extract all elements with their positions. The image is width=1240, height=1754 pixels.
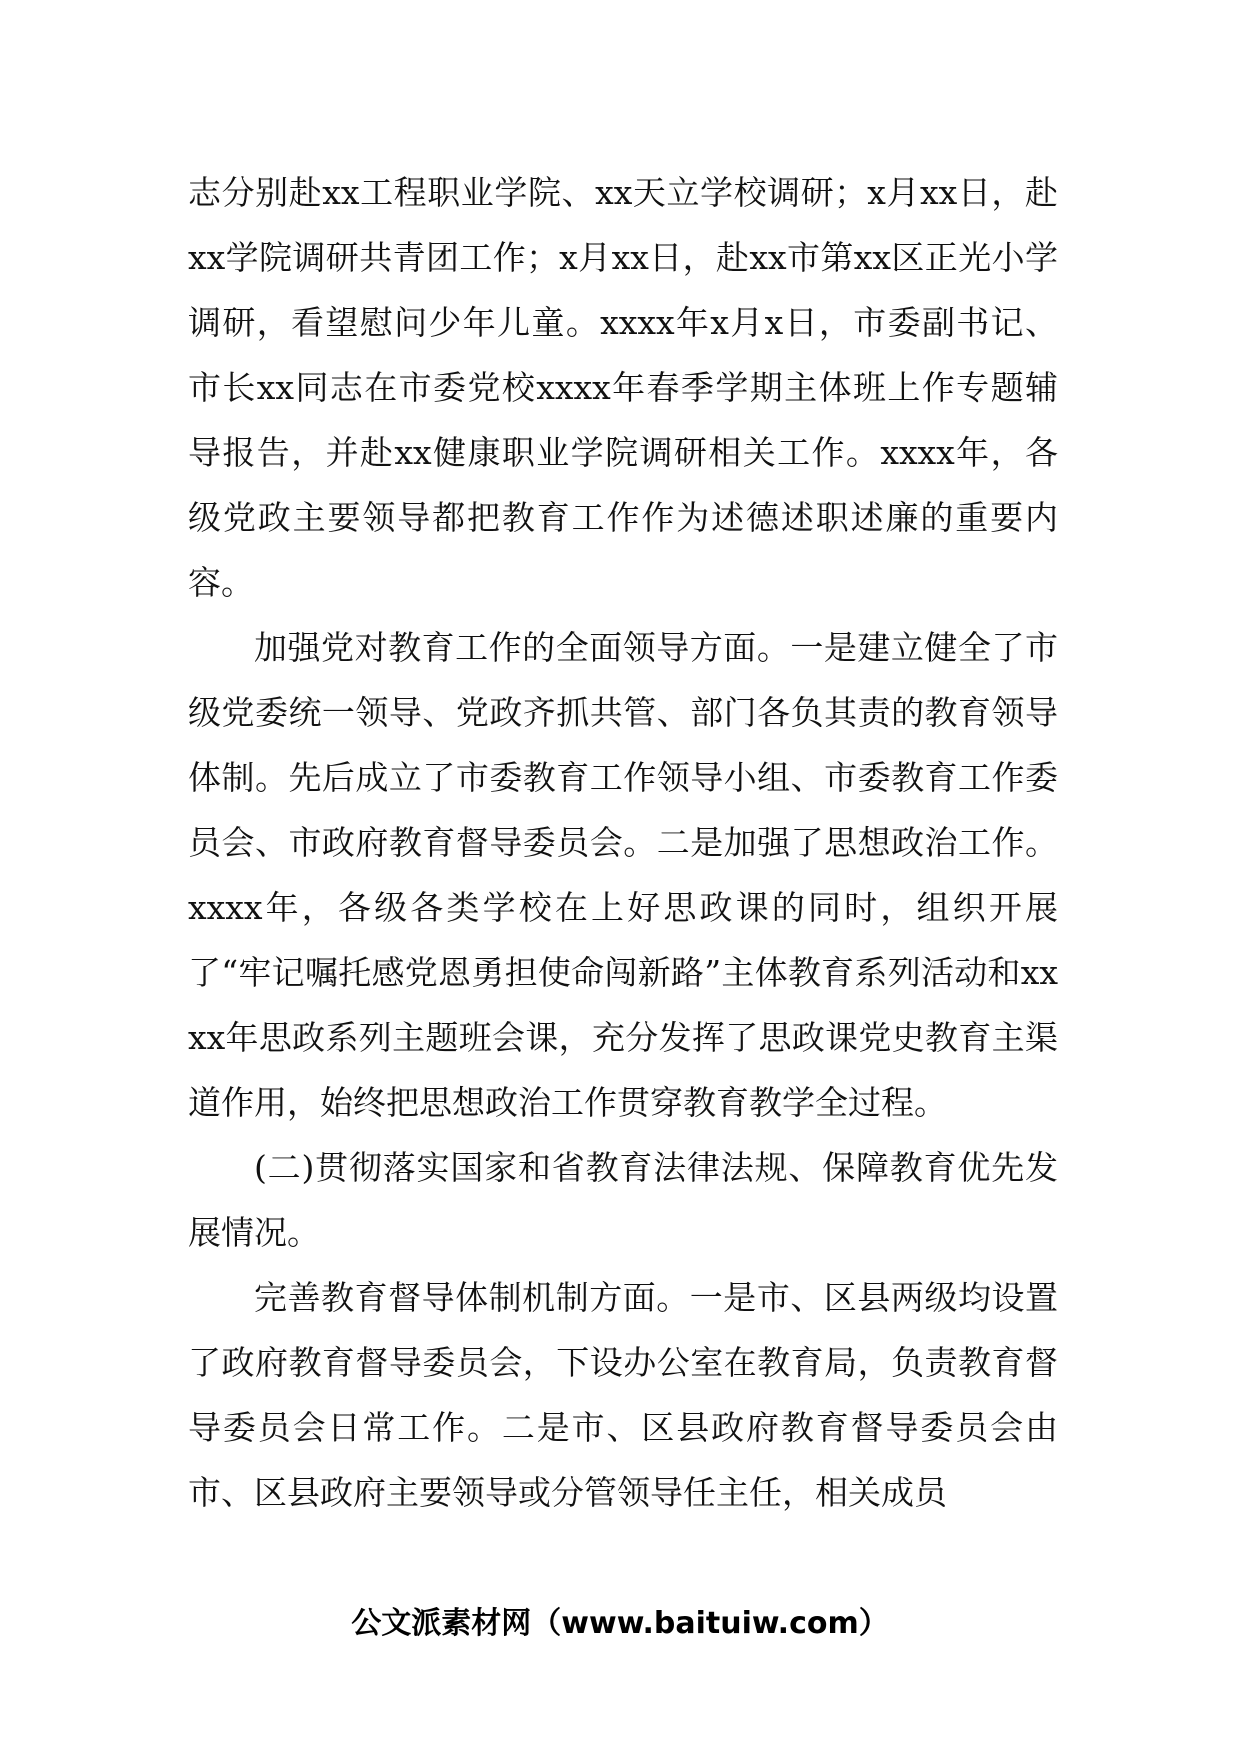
paragraph-3-section-heading: (二)贯彻落实国家和省教育法律法规、保障教育优先发展情况。 [188, 1148, 1058, 1252]
paragraph-1: 志分别赴xx工程职业学院、xx天立学校调研；x月xx日，赴xx学院调研共青团工作；x月xx日，赴xx市第xx区正光小学调研，看望慰问少年儿童。xxxx年x月x日，市委副书记、市长xx同志在市委党校xxxx年春季学期主体班上作专题辅导报告，并赴xx健康职业学院调研相关工作。xxxx年，各级党政主要领导都把教育工作作为述德述职述廉的重要内容。 [188, 173, 1058, 602]
paragraph-4: 完善教育督导体制机制方面。一是市、区县两级均设置了政府教育督导委员会，下设办公室在教育局，负责教育督导委员会日常工作。二是市、区县政府教育督导委员会由市、区县政府主要领导或分管领导任主任，相关成员 [188, 1278, 1058, 1512]
paragraph-2: 加强党对教育工作的全面领导方面。一是建立健全了市级党委统一领导、党政齐抓共管、部门各负其责的教育领导体制。先后成立了市委教育工作领导小组、市委教育工作委员会、市政府教育督导委员会。二是加强了思想政治工作。xxxx年，各级各类学校在上好思政课的同时，组织开展了“牢记嘱托感党恩勇担使命闯新路”主体教育系列活动和xxxx年思政系列主题班会课，充分发挥了思政课党史教育主渠道作用，始终把思想政治工作贯穿教育教学全过程。 [188, 628, 1058, 1122]
footer-watermark: 公文派素材网（www.baituiw.com） [351, 1606, 889, 1641]
document-body [188, 160, 1058, 1525]
